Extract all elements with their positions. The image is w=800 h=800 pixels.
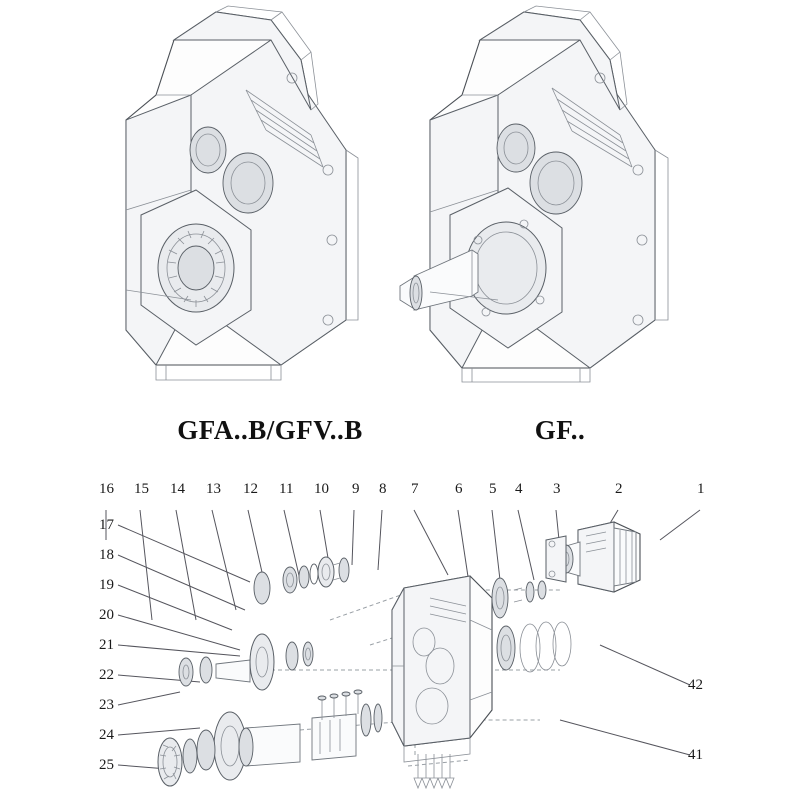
callout-21: 21 bbox=[99, 637, 114, 653]
callout-4: 4 bbox=[515, 481, 523, 497]
callout-25: 25 bbox=[99, 757, 114, 773]
exploded-svg bbox=[0, 470, 800, 800]
callout-2: 2 bbox=[615, 481, 623, 497]
callout-18: 18 bbox=[99, 547, 114, 563]
callout-41: 41 bbox=[688, 747, 703, 763]
callout-19: 19 bbox=[99, 577, 114, 593]
callout-12: 12 bbox=[243, 481, 258, 497]
exploded-parts-diagram bbox=[0, 470, 800, 800]
callout-20: 20 bbox=[99, 607, 114, 623]
gearbox-right-svg bbox=[400, 0, 720, 400]
callout-6: 6 bbox=[455, 481, 463, 497]
callout-10: 10 bbox=[314, 481, 329, 497]
callout-17: 17 bbox=[99, 517, 114, 533]
callout-23: 23 bbox=[99, 697, 114, 713]
callout-22: 22 bbox=[99, 667, 114, 683]
callout-16: 16 bbox=[99, 481, 114, 497]
callout-13: 13 bbox=[206, 481, 221, 497]
callout-3: 3 bbox=[553, 481, 561, 497]
gearbox-left-svg bbox=[96, 0, 396, 400]
callout-7: 7 bbox=[411, 481, 419, 497]
callout-1: 1 bbox=[697, 481, 705, 497]
gearbox-illustration-right bbox=[400, 0, 720, 400]
caption-right: GF.. bbox=[534, 415, 586, 445]
callout-14: 14 bbox=[170, 481, 185, 497]
caption-left: GFA..B/GFV..B bbox=[177, 415, 363, 445]
callout-42: 42 bbox=[688, 677, 703, 693]
callout-8: 8 bbox=[379, 481, 387, 497]
gearbox-illustration-left bbox=[96, 0, 396, 400]
callout-11: 11 bbox=[279, 481, 294, 497]
callout-5: 5 bbox=[489, 481, 497, 497]
callout-9: 9 bbox=[352, 481, 360, 497]
callout-15: 15 bbox=[134, 481, 149, 497]
callout-24: 24 bbox=[99, 727, 114, 743]
